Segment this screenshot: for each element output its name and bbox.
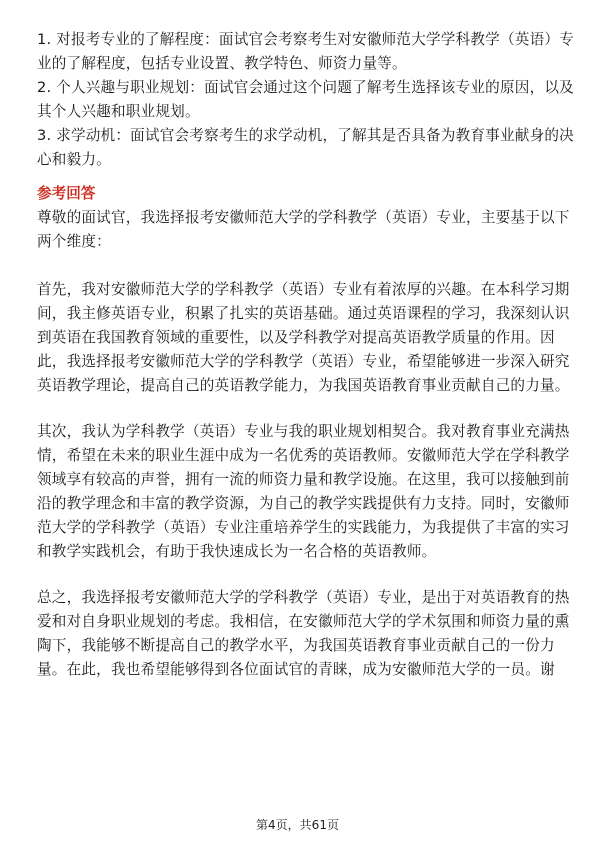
answer-heading: 参考回答 bbox=[37, 185, 96, 202]
text-line: 其个人兴趣和职业规划。 bbox=[37, 103, 200, 120]
criteria-list bbox=[37, 28, 574, 172]
text-line: 尊敬的面试官，我选择报考安徽师范大学的学科教学（英语）专业，主要基于以下 bbox=[37, 209, 570, 226]
intro-paragraph bbox=[37, 206, 570, 254]
text-line: 领域享有较高的声誉，拥有一流的师资力量和教学设施。在这里，我可以接触到前 bbox=[37, 471, 570, 488]
text-line: 2. 个人兴趣与职业规划：面试官会通过这个问题了解考生选择该专业的原因，以及 bbox=[37, 79, 574, 96]
text-line: 量。在此，我也希望能够得到各位面试官的青睐，成为安徽师范大学的一员。谢 bbox=[37, 661, 555, 678]
text-line: 1. 对报考专业的了解程度：面试官会考察考生对安徽师范大学学科教学（英语）专 bbox=[37, 31, 574, 48]
list-item bbox=[37, 76, 574, 124]
text-line: 范大学的学科教学（英语）专业注重培养学生的实践能力，为我提供了丰富的实习 bbox=[37, 519, 570, 536]
paragraph-second bbox=[37, 420, 570, 564]
text-line: 情，希望在未来的职业生涯中成为一名优秀的英语教师。安徽师范大学在学科教学 bbox=[37, 447, 570, 464]
text-line: 陶下，我能够不断提高自己的教学水平，为我国英语教育事业贡献自己的一份力 bbox=[37, 637, 555, 654]
text-line: 沿的教学理念和丰富的教学资源，为自己的教学实践提供有力支持。同时，安徽师 bbox=[37, 495, 570, 512]
document-page bbox=[37, 28, 574, 682]
text-line: 间，我主修英语专业，积累了扎实的英语基础。通过英语课程的学习，我深刻认识 bbox=[37, 305, 570, 322]
text-line: 总之，我选择报考安徽师范大学的学科教学（英语）专业，是出于对英语教育的热 bbox=[37, 589, 570, 606]
text-line: 爱和对自身职业规划的考虑。我相信，在安徽师范大学的学术氛围和师资力量的熏 bbox=[37, 613, 570, 630]
paragraph-conclusion bbox=[37, 586, 570, 682]
list-item bbox=[37, 28, 574, 76]
text-line: 此，我选择报考安徽师范大学的学科教学（英语）专业，希望能够进一步深入研究 bbox=[37, 353, 570, 370]
text-line: 心和毅力。 bbox=[37, 151, 111, 168]
text-line: 首先，我对安徽师范大学的学科教学（英语）专业有着浓厚的兴趣。在本科学习期 bbox=[37, 281, 570, 298]
paragraph-first bbox=[37, 278, 570, 398]
text-line: 到英语在我国教育领域的重要性，以及学科教学对提高英语教学质量的作用。因 bbox=[37, 329, 555, 346]
text-line: 和教学实践机会，有助于我快速成长为一名合格的英语教师。 bbox=[37, 543, 437, 560]
page-number-footer: 第4页，共61页 bbox=[256, 818, 339, 832]
text-line: 其次，我认为学科教学（英语）专业与我的职业规划相契合。我对教育事业充满热 bbox=[37, 423, 570, 440]
list-item bbox=[37, 124, 574, 172]
text-line: 3. 求学动机：面试官会考察考生的求学动机，了解其是否具备为教育事业献身的决 bbox=[37, 127, 574, 144]
text-line: 英语教学理论，提高自己的英语教学能力，为我国英语教育事业贡献自己的力量。 bbox=[37, 377, 570, 394]
text-line: 两个维度： bbox=[37, 233, 111, 250]
text-line: 业的了解程度，包括专业设置、教学特色、师资力量等。 bbox=[37, 55, 407, 72]
